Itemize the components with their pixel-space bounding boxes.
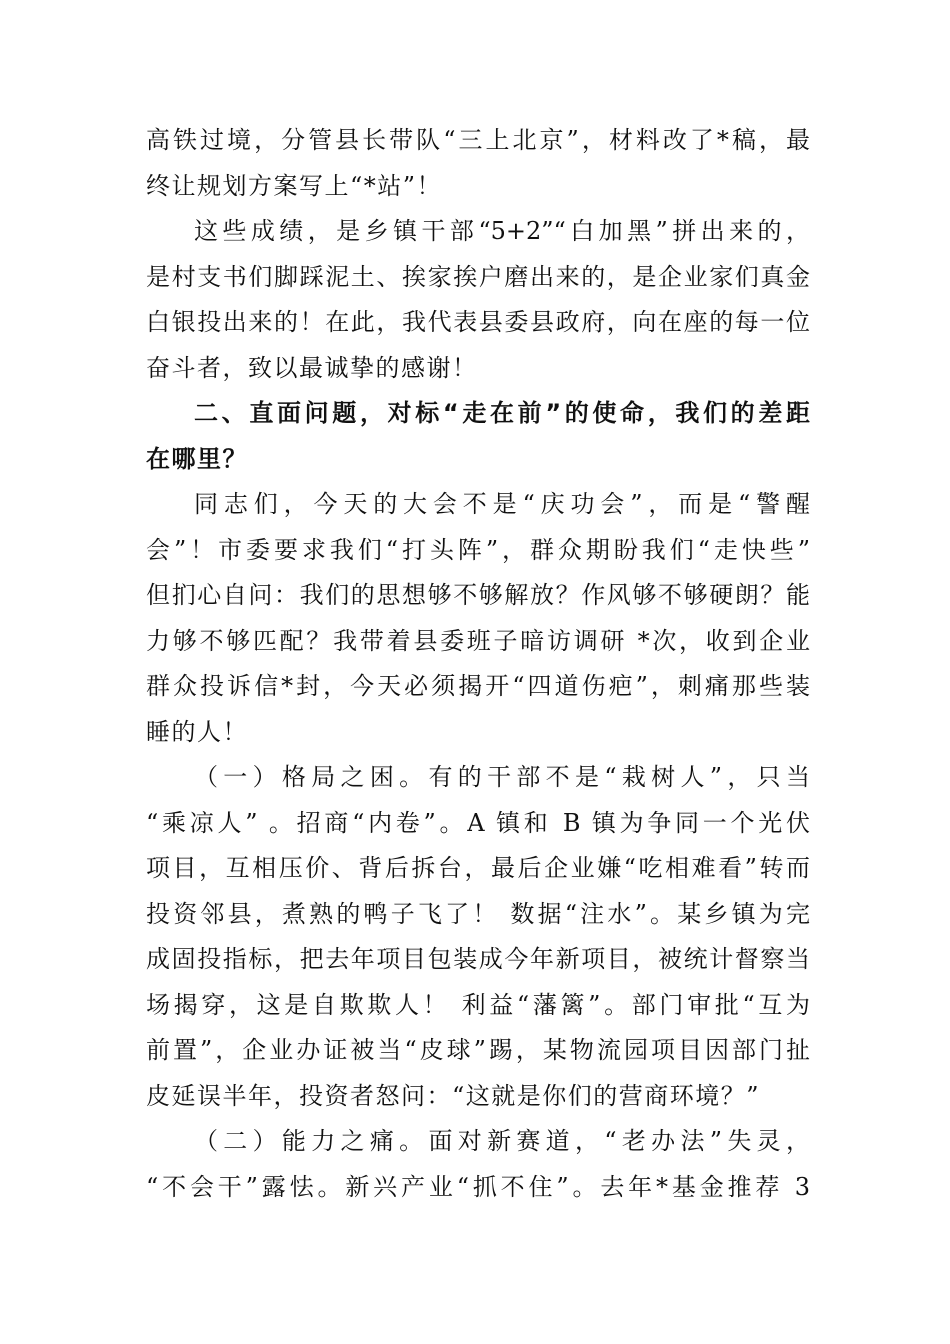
text-line: （一）格局之困。有的干部不是“栽树人”，只当 [194, 763, 810, 791]
text-line: 投资邻县，煮熟的鸭子飞了！ 数据“注水”。某乡镇为完 [146, 899, 810, 928]
document-page [146, 118, 810, 1210]
section-heading-two [146, 391, 810, 482]
text-line: 前置”，企业办证被当“皮球”踢，某物流园项目因部门扯 [146, 1036, 810, 1064]
paragraph-thanks [146, 209, 810, 391]
paragraph-capability-pain [146, 1119, 810, 1210]
text-line: 奋斗者，致以最诚挚的感谢！ [146, 353, 478, 382]
paragraph-achievement-end [146, 118, 810, 209]
text-line: 成固投指标，把去年项目包装成今年新项目，被统计督察当 [146, 945, 810, 973]
heading-line: 二、直面问题，对标“走在前”的使命，我们的差距 [194, 399, 810, 427]
text-line: 群众投诉信*封，今天必须揭开“四道伤疤”，刺痛那些装 [146, 672, 810, 700]
text-line: 会”！市委要求我们“打头阵”，群众期盼我们“走快些” [146, 535, 810, 564]
paragraph-pattern-dilemma [146, 755, 810, 1119]
text-line: 高铁过境，分管县长带队“三上北京”，材料改了*稿，最 [146, 126, 810, 154]
text-line: 项目，互相压价、背后拆台，最后企业嫌“吃相难看”转而 [146, 854, 810, 882]
paragraph-wake-up [146, 482, 810, 755]
text-line: “乘凉人” 。招商“内卷”。A 镇和 B 镇为争同一个光伏 [146, 808, 810, 837]
text-line: 皮延误半年，投资者怒问：“这就是你们的营商环境？” [146, 1081, 761, 1110]
text-line: 场揭穿，这是自欺欺人！ 利益“藩篱”。部门审批“互为 [146, 990, 810, 1019]
text-line: （二）能力之痛。面对新赛道，“老办法”失灵， [194, 1127, 810, 1155]
text-line: “不会干”露怯。新兴产业“抓不住”。去年*基金推荐 3 [146, 1172, 810, 1201]
heading-line: 在哪里？ [146, 444, 248, 473]
text-line: 是村支书们脚踩泥土、挨家挨户磨出来的，是企业家们真金 [146, 262, 810, 291]
text-line: 同志们，今天的大会不是“庆功会”，而是“警醒 [194, 490, 810, 518]
text-line: 力够不够匹配？我带着县委班子暗访调研 *次，收到企业 [146, 626, 810, 655]
text-line: 但扪心自问：我们的思想够不够解放？作风够不够硬朗？能 [146, 581, 810, 609]
text-line: 终让规划方案写上“*站”！ [146, 171, 443, 200]
text-line: 睡的人！ [146, 717, 248, 746]
text-line: 这些成绩，是乡镇干部“5+2”“白加黑”拼出来的， [194, 217, 810, 245]
text-line: 白银投出来的！在此，我代表县委县政府，向在座的每一位 [146, 308, 810, 336]
